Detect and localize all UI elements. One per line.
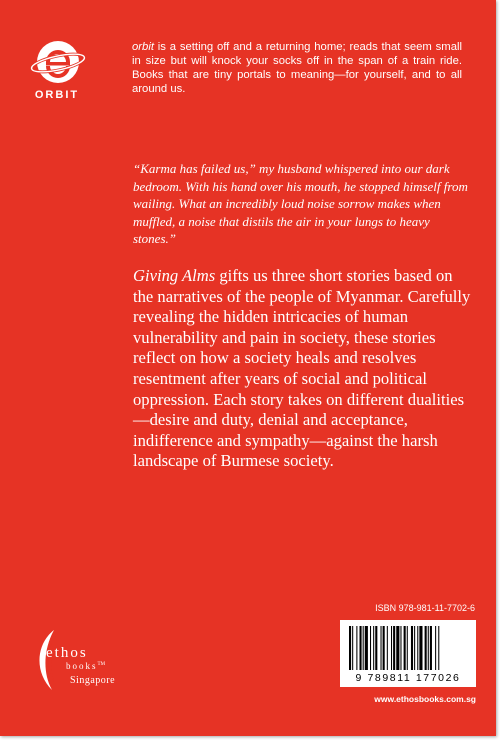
barcode-bar bbox=[417, 626, 418, 670]
barcode-bar bbox=[400, 626, 401, 670]
barcode-bar bbox=[356, 626, 357, 670]
publisher-city: Singapore bbox=[70, 675, 116, 686]
imprint-blurb bbox=[132, 40, 462, 96]
barcode-bar bbox=[430, 626, 432, 670]
barcode-bar bbox=[352, 626, 353, 670]
imprint-blurb-text: is a setting off and a returning home; reads that seem small in size but will knock your socks off in the span of a train ride. Books that are tiny portals to meaning—for yourself, and to all around us. bbox=[132, 41, 462, 95]
imprint-name: ORBIT bbox=[34, 89, 80, 101]
barcode-bar bbox=[396, 626, 399, 670]
barcode-bar bbox=[349, 626, 351, 670]
book-title: Giving Alms bbox=[133, 266, 216, 285]
book-excerpt-quote: “Karma has failed us,” my husband whispered into our dark bedroom. With his hand over his mouth, he stopped himself from wailing. What an incredibly loud noise sorrow makes when muffled, a noise that distils the air in your lungs to heavy stones.” bbox=[133, 161, 468, 246]
imprint-blurb-lead: orbit bbox=[132, 41, 154, 53]
publisher-logo-books: books bbox=[66, 661, 98, 671]
barcode-bar bbox=[360, 626, 362, 670]
barcode-bar bbox=[419, 626, 422, 670]
barcode-bar bbox=[411, 626, 413, 670]
barcode-digits: 9 789811 177026 bbox=[355, 672, 461, 684]
barcode bbox=[340, 620, 476, 687]
barcode-bar bbox=[365, 626, 368, 670]
barcode-bar bbox=[414, 626, 415, 670]
trademark-mark: TM bbox=[97, 662, 106, 667]
barcode-bar bbox=[370, 626, 371, 670]
isbn: ISBN 978-981-11-7702-6 bbox=[375, 603, 475, 613]
description-text: gifts us three short stories based on the narratives of the people of Myanmar. Carefully revealing the hidden intricacies of human vulnerability and pain in society, these stories reflect on how a society heals and resolves resentment after years of social and political oppression. Each story takes on different dualities—desire and duty, denial and acceptance, indifference and sympathy—against the harsh landscape of Burmese society. bbox=[133, 266, 471, 471]
barcode-bar bbox=[373, 626, 374, 670]
barcode-bar bbox=[425, 626, 427, 670]
barcode-bar bbox=[363, 626, 364, 670]
barcode-bar bbox=[387, 626, 388, 670]
barcode-bar bbox=[435, 626, 436, 670]
barcode-bar bbox=[404, 626, 406, 670]
publisher-website: www.ethosbooks.com.sg bbox=[374, 694, 476, 704]
publisher-logo-word: ethos bbox=[46, 645, 88, 661]
barcode-bar bbox=[391, 626, 392, 670]
barcode-bar bbox=[383, 626, 385, 670]
barcode-bars bbox=[347, 626, 469, 672]
publisher-logo-sub bbox=[66, 661, 105, 671]
book-description bbox=[133, 266, 473, 472]
barcode-bar bbox=[407, 626, 408, 670]
barcode-bar bbox=[438, 626, 439, 670]
barcode-bar bbox=[393, 626, 395, 670]
barcode-bar bbox=[375, 626, 377, 670]
barcode-bar bbox=[381, 626, 382, 670]
barcode-bar bbox=[428, 626, 429, 670]
